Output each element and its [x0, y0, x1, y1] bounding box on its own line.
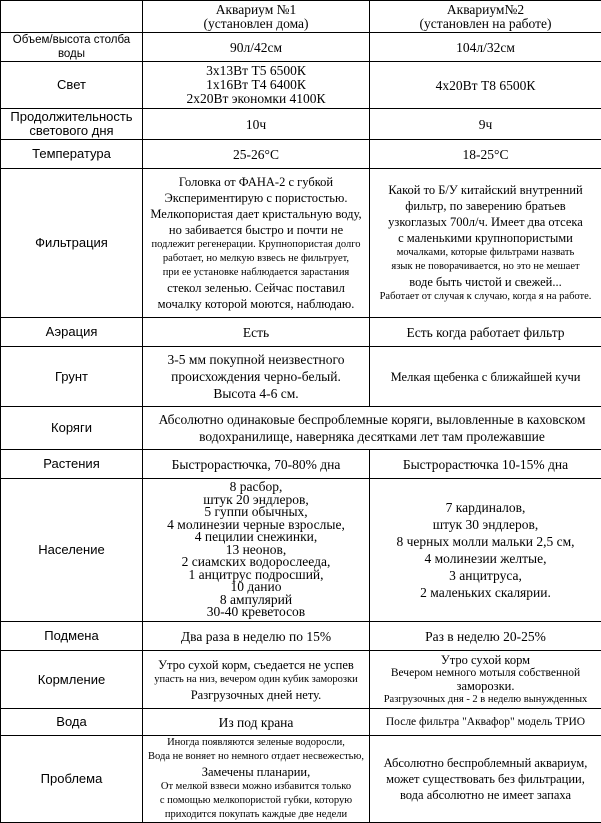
row-label-water: Вода	[1, 709, 143, 736]
daylight-aquarium-2: 9ч	[370, 109, 601, 140]
row-problems	[1, 736, 601, 823]
plants-aquarium-1: Быстрорастючка, 70-80% дна	[143, 450, 370, 479]
row-label-problems: Проблема	[1, 736, 143, 823]
population-aquarium-2: 7 кардиналов, штук 30 эндлеров, 8 черных молли мальки 2,5 см, 4 молинезии желтые, 3 анцитруса, 2 маленьких скалярии.	[370, 479, 601, 622]
row-driftwood	[1, 407, 601, 450]
row-label-population: Население	[1, 479, 143, 622]
water-change-aquarium-2: Раз в неделю 20-25%	[370, 622, 601, 651]
table-header-row	[1, 1, 601, 33]
row-temperature	[1, 140, 601, 169]
header-aquarium-1: Аквариум №1 (установлен дома)	[143, 1, 370, 33]
daylight-aquarium-1: 10ч	[143, 109, 370, 140]
row-light	[1, 62, 601, 109]
row-label-aeration: Аэрация	[1, 318, 143, 347]
feeding-aquarium-2: Утро сухой корм Вечером немного мотыля собственной заморозки. Разгрузочных дня - 2 в неделю вынужденных	[370, 651, 601, 709]
population-aquarium-1: 8 расбор, штук 20 эндлеров, 5 гуппи обычных, 4 молинезии черные взрослые, 4 пецилии снежинки, 13 неонов, 2 сиамских водорослееда, 1 анцитрус подросший, 10 данио 8 ампулярий 30-40 креветосов	[143, 479, 370, 622]
row-feeding	[1, 651, 601, 709]
row-filtration	[1, 169, 601, 318]
plants-aquarium-2: Быстрорастючка 10-15% дна	[370, 450, 601, 479]
row-aeration	[1, 318, 601, 347]
header-aquarium-2: Аквариум№2 (установлен на работе)	[370, 1, 601, 33]
row-label-water-change: Подмена	[1, 622, 143, 651]
header-empty-cell	[1, 1, 143, 33]
substrate-aquarium-1: 3-5 мм покупной неизвестного происхождения черно-белый. Высота 4-6 см.	[143, 347, 370, 407]
row-population	[1, 479, 601, 622]
feeding-aquarium-1: Утро сухой корм, съедается не успев упасть на низ, вечером один кубик заморозки Разгрузочных дней нету.	[143, 651, 370, 709]
row-label-driftwood: Коряги	[1, 407, 143, 450]
row-water-change	[1, 622, 601, 651]
row-daylight	[1, 109, 601, 140]
temperature-aquarium-1: 25-26°С	[143, 140, 370, 169]
driftwood-both-aquariums: Абсолютно одинаковые беспроблемные коряги, выловленные в каховском водохранилище, наверняка десятками лет там пролежавшие	[143, 407, 601, 450]
substrate-aquarium-2: Мелкая щебенка с ближайшей кучи	[370, 347, 601, 407]
problems-aquarium-1: Иногда появляются зеленые водоросли, Вода не воняет но немного отдает несвежестью, Замечены планарии, От мелкой взвеси можно избавится только с помощью мелкопористой губки, которую приходится покупать каждые две недели	[143, 736, 370, 823]
row-substrate	[1, 347, 601, 407]
row-label-daylight: Продолжительность светового дня	[1, 109, 143, 140]
water-change-aquarium-1: Два раза в неделю по 15%	[143, 622, 370, 651]
filtration-aquarium-2: Какой то Б/У китайский внутренний фильтр, по заверению братьев узкоглазых 700л/ч. Имеет два отсека с маленькими крупнопористыми мочалками, которые фильтрами назвать язык не поворачивается, но это не мешает воде быть чистой и свежей... Работает от случая к случаю, когда я на работе.	[370, 169, 601, 318]
row-label-substrate: Грунт	[1, 347, 143, 407]
row-label-volume: Объем/высота столба воды	[1, 33, 143, 62]
row-label-filtration: Фильтрация	[1, 169, 143, 318]
row-label-feeding: Кормление	[1, 651, 143, 709]
row-plants	[1, 450, 601, 479]
row-label-temperature: Температура	[1, 140, 143, 169]
row-volume	[1, 33, 601, 62]
aeration-aquarium-1: Есть	[143, 318, 370, 347]
volume-aquarium-2: 104л/32см	[370, 33, 601, 62]
problems-aquarium-2: Абсолютно беспроблемный аквариум, может существовать без фильтрации, вода абсолютно не имеет запаха	[370, 736, 601, 823]
water-aquarium-2: После фильтра "Аквафор" модель ТРИО	[370, 709, 601, 736]
volume-aquarium-1: 90л/42см	[143, 33, 370, 62]
light-aquarium-2: 4х20Вт Т8 6500К	[370, 62, 601, 109]
temperature-aquarium-2: 18-25°С	[370, 140, 601, 169]
aeration-aquarium-2: Есть когда работает фильтр	[370, 318, 601, 347]
light-aquarium-1: 3х13Вт Т5 6500К 1х16Вт Т4 6400К 2х20Вт экономки 4100К	[143, 62, 370, 109]
row-water	[1, 709, 601, 736]
row-label-light: Свет	[1, 62, 143, 109]
row-label-plants: Растения	[1, 450, 143, 479]
filtration-aquarium-1: Головка от ФАНА-2 с губкой Экспериментирую с пористостью. Мелкопористая дает кристальную воду, но забивается быстро и почти не подлежит регенерации. Крупнопористая долго работает, но мелкую взвесь не фильтрует, при ее установке наблюдается зарастания стекол зеленью. Сейчас поставил мочалку которой моются, наблюдаю.	[143, 169, 370, 318]
water-aquarium-1: Из под крана	[143, 709, 370, 736]
